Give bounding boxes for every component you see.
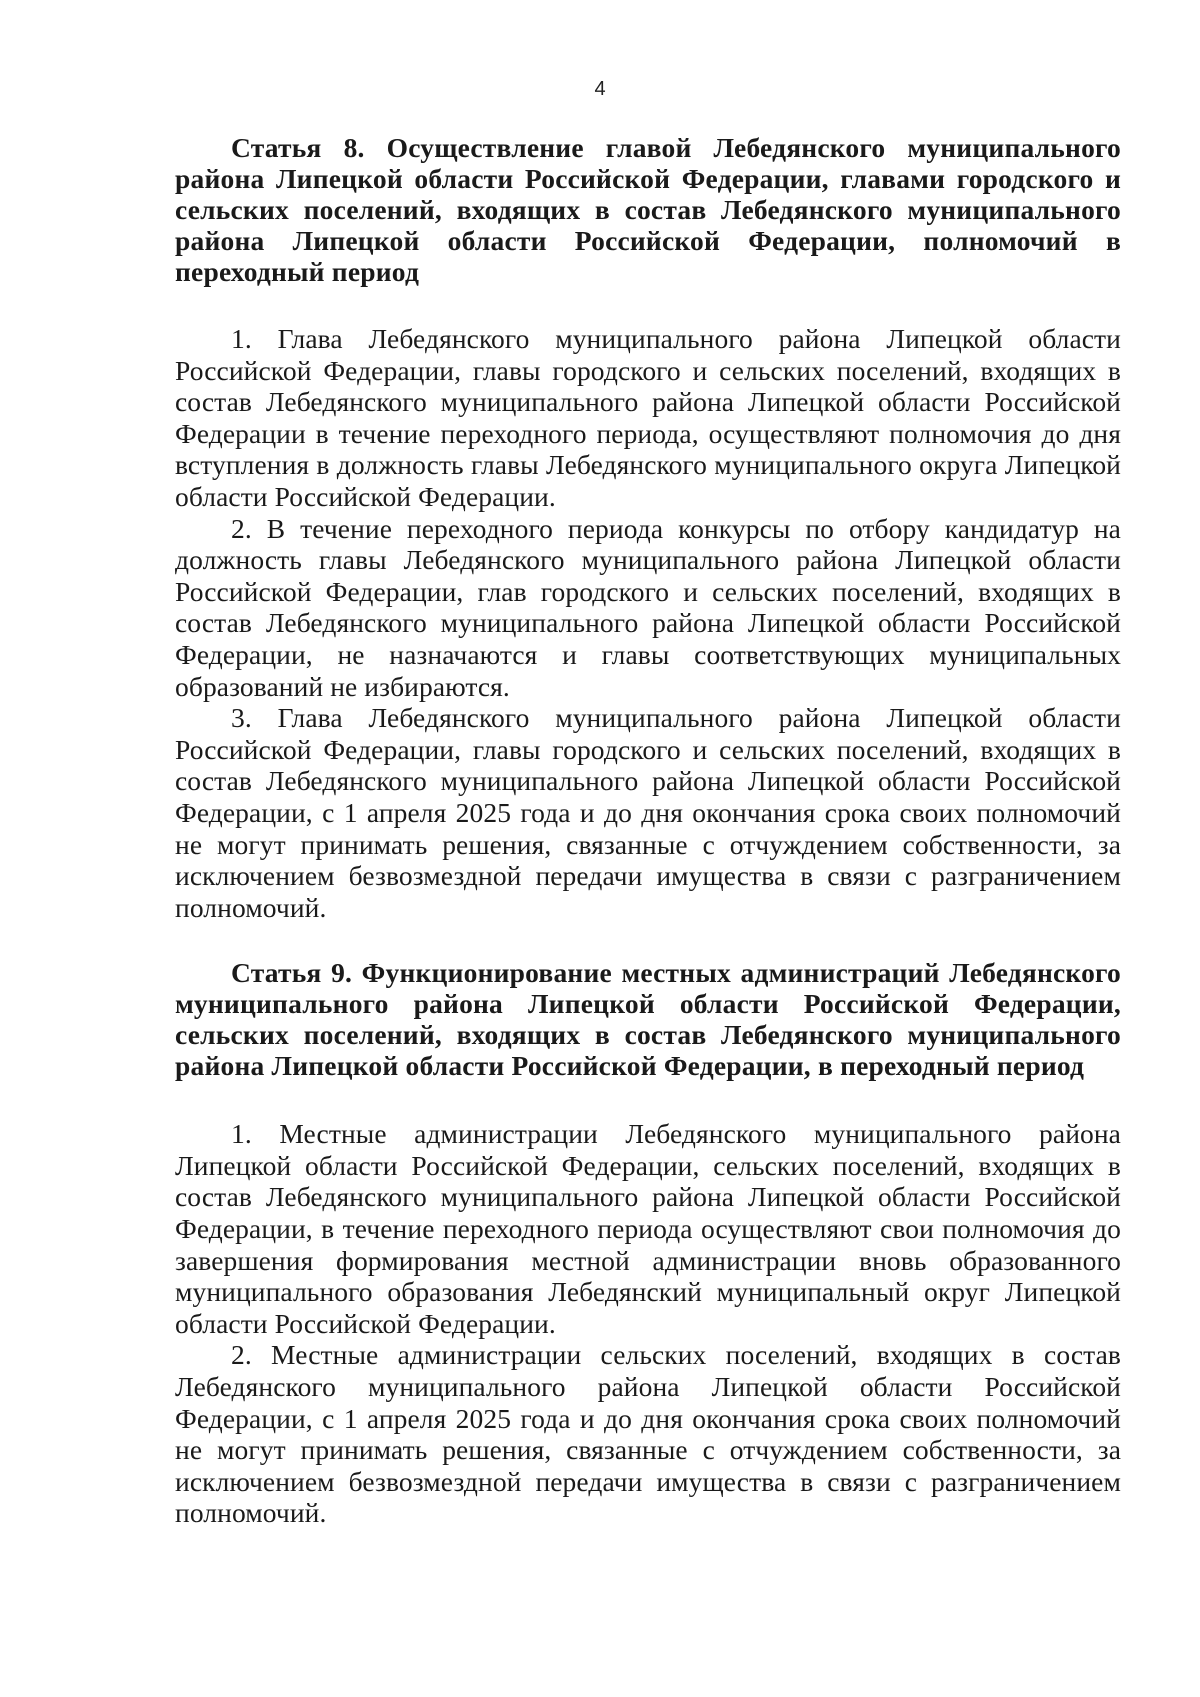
article-8 [175,132,1121,923]
page-number: 4 [594,78,606,100]
document-content [175,132,1121,1529]
article-8-paragraph-1: 1. Глава Лебедянского муниципального района Липецкой области Российской Федерации, главы городского и сельских поселений, входящих в состав Лебедянского муниципального района Липецкой области Российской Федерации в течение переходного периода, осуществляют полномочия до дня вступления в должность главы Лебедянского муниципального округа Липецкой области Российской Федерации. [175,323,1121,512]
article-9-paragraph-1: 1. Местные администрации Лебедянского муниципального района Липецкой области Российской Федерации, сельских поселений, входящих в состав Лебедянского муниципального района Липецкой области Российской Федерации, в течение переходного периода осуществляют свои полномочия до завершения формирования местной администрации вновь образованного муниципального образования Лебедянский муниципальный округ Липецкой области Российской Федерации. [175,1118,1121,1339]
article-8-paragraph-2: 2. В течение переходного периода конкурсы по отбору кандидатур на должность главы Лебедянского муниципального района Липецкой области Российской Федерации, глав городского и сельских поселений, входящих в состав Лебедянского муниципального района Липецкой области Российской Федерации, не назначаются и главы соответствующих муниципальных образований не избираются. [175,512,1121,702]
article-9-paragraph-2: 2. Местные администрации сельских поселений, входящих в состав Лебедянского муниципального района Липецкой области Российской Федерации, с 1 апреля 2025 года и до дня окончания срока своих полномочий не могут принимать решения, связанные с отчуждением собственности, за исключением безвозмездной передачи имущества в связи с разграничением полномочий. [175,1339,1121,1529]
article-9 [175,957,1121,1529]
article-8-paragraph-3: 3. Глава Лебедянского муниципального района Липецкой области Российской Федерации, главы городского и сельских поселений, входящих в состав Лебедянского муниципального района Липецкой области Российской Федерации, с 1 апреля 2025 года и до дня окончания срока своих полномочий не могут принимать решения, связанные с отчуждением собственности, за исключением безвозмездной передачи имущества в связи с разграничением полномочий. [175,702,1121,923]
article-9-heading: Статья 9. Функционирование местных администраций Лебедянского муниципального района Липецкой области Российской Федерации, сельских поселений, входящих в состав Лебедянского муниципального района Липецкой области Российской Федерации, в переходный период [175,957,1121,1082]
article-8-body [175,323,1121,923]
article-8-heading: Статья 8. Осуществление главой Лебедянского муниципального района Липецкой области Российской Федерации, главами городского и сельских поселений, входящих в состав Лебедянского муниципального района Липецкой области Российской Федерации, полномочий в переходный период [175,132,1121,287]
article-9-body [175,1118,1121,1529]
